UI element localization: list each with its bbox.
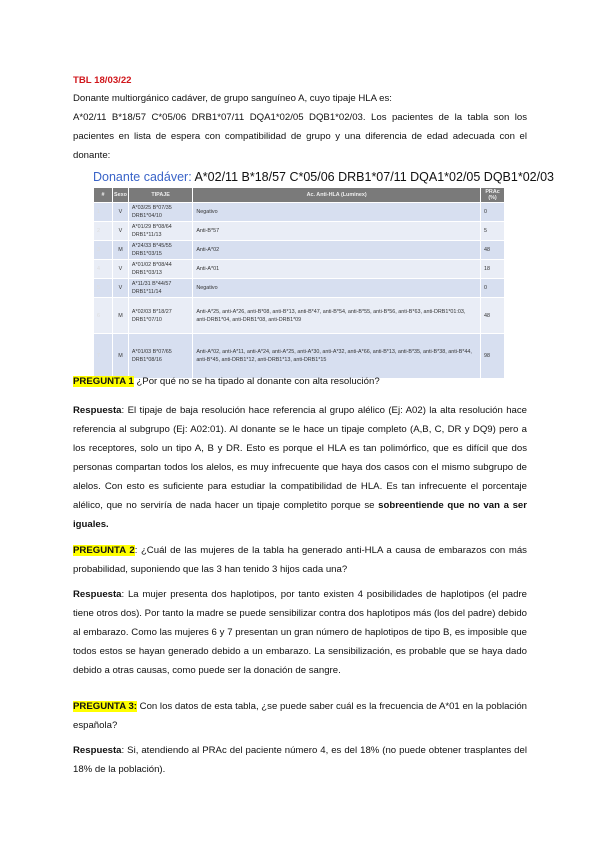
caption-value: A*02/11 B*18/57 C*05/06 DRB1*07/11 DQA1*02/05 DQB1*02/03 <box>191 170 554 184</box>
table-cell: A*03/25 B*07/35 DRB1*04/10 <box>128 203 192 222</box>
table-row <box>94 260 505 279</box>
answer-3 <box>73 741 527 779</box>
table-cell: Anti-A*25, anti-A*26, anti-B*08, anti-B*13, anti-B*47, anti-B*54, anti-B*55, anti-B*56, anti-B*63, anti-DRB1*01:03, anti-DRB1*04, anti-DRB1*08, anti-DRB1*09 <box>193 298 481 334</box>
table-row <box>94 203 505 222</box>
table-cell: V <box>113 260 129 279</box>
question-text: ¿Por qué no se ha tipado al donante con alta resolución? <box>133 376 380 387</box>
question-text: : ¿Cuál de las mujeres de la tabla ha generado anti-HLA a causa de embarazos con más probabilidad, suponiendo que las 3 han tenido 3 hijos cada una? <box>73 545 527 575</box>
question-label: PREGUNTA 1 <box>73 376 134 387</box>
column-header: Ac. Anti-HLA (Luminex) <box>193 188 481 203</box>
table-cell: 4 <box>94 260 113 279</box>
table-cell: A*01/02 B*08/44 DRB1*03/13 <box>128 260 192 279</box>
title-text: TBL 18/03/22 <box>73 75 132 86</box>
answer-1 <box>73 401 527 534</box>
column-header: PRAc (%) <box>481 188 505 203</box>
table-cell: M <box>113 334 129 379</box>
question-label: PREGUNTA 2 <box>73 545 135 556</box>
answer-label: Respuesta <box>73 405 122 416</box>
intro-line: Donante multiorgánico cadáver, de grupo sanguíneo A, cuyo tipaje HLA es: <box>73 93 392 104</box>
question-2 <box>73 541 527 579</box>
answer-2 <box>73 585 527 680</box>
column-header: TIPAJE <box>128 188 192 203</box>
table-cell: V <box>113 279 129 298</box>
table-row <box>94 241 505 260</box>
table-cell: A*02/03 B*18/27 DRB1*07/10 <box>128 298 192 334</box>
table-cell: 3 <box>94 241 113 260</box>
table-cell: Anti-A*01 <box>193 260 481 279</box>
table-cell: 5 <box>481 222 505 241</box>
table-cell: Negativo <box>193 279 481 298</box>
answer-label: Respuesta <box>73 589 122 600</box>
hla-table-figure <box>93 170 554 379</box>
question-text: Con los datos de esta tabla, ¿se puede saber cuál es la frecuencia de A*01 en la población española? <box>73 701 528 731</box>
question-1 <box>73 372 527 391</box>
table-cell: 2 <box>94 222 113 241</box>
table-row <box>94 298 505 334</box>
document-title <box>73 71 527 90</box>
table-cell: A*24/33 B*45/55 DRB1*03/15 <box>128 241 192 260</box>
table-cell: 98 <box>481 334 505 379</box>
table-cell: Anti-A*02, anti-A*11, anti-A*24, anti-A*25, anti-A*30, anti-A*32, anti-A*66, anti-B*13, anti-B*35, anti-B*38, anti-B*44, anti-B*45, anti-DRB1*12, anti-DRB1*13, anti-DRB1*15 <box>193 334 481 379</box>
table-cell: 18 <box>481 260 505 279</box>
intro-paragraph: A*02/11 B*18/57 C*05/06 DRB1*07/11 DQA1*02/05 DQB1*02/03. Los pacientes de la tabla son los pacientes en lista de espera con compatibilidad de grupo y una diferencia de edad adecuada con el donante: <box>73 112 527 161</box>
table-cell: M <box>113 241 129 260</box>
table-cell: A*01/29 B*08/64 DRB1*11/13 <box>128 222 192 241</box>
caption-label: Donante cadáver: <box>93 170 192 184</box>
table-cell: 0 <box>481 279 505 298</box>
table-cell: 0 <box>481 203 505 222</box>
answer-label: Respuesta <box>73 745 122 756</box>
table-row <box>94 222 505 241</box>
question-label: PREGUNTA 3: <box>73 701 137 712</box>
table-cell: V <box>113 222 129 241</box>
table-row <box>94 279 505 298</box>
table-cell: 6 <box>94 298 113 334</box>
table-header-row <box>94 188 505 203</box>
table-cell: 1 <box>94 203 113 222</box>
table-cell: 48 <box>481 241 505 260</box>
table-cell: 5 <box>94 279 113 298</box>
answer-text: : La mujer presenta dos haplotipos, por tanto existen 4 posibilidades de haplotipos (el padre tiene otros dos). Por tanto la madre se puede sensibilizar contra dos haplotipos más (los del padre) debido al embarazo. Como las mujeres 6 y 7 presentan un gran número de haplotipos de tipo B, es imposible que todos estos se hayan generado debido a un embarazo. La sensibilización, es probable que se haya dado debido a otras causas, como puede ser la donación de sangre. <box>73 589 527 676</box>
table-cell: Negativo <box>193 203 481 222</box>
table-cell: Anti-A*02 <box>193 241 481 260</box>
table-cell: V <box>113 203 129 222</box>
table-cell: 48 <box>481 298 505 334</box>
table-cell: A*11/31 B*44/57 DRB1*11/14 <box>128 279 192 298</box>
table-cell: A*01/03 B*07/65 DRB1*08/16 <box>128 334 192 379</box>
hla-table <box>93 187 505 379</box>
table-caption <box>93 170 554 184</box>
table-cell: 7 <box>94 334 113 379</box>
answer-text: : Si, atendiendo al PRAc del paciente número 4, es del 18% (no puede obtener trasplantes del 18% de la población). <box>73 745 527 775</box>
question-3 <box>73 697 527 735</box>
column-header: Sexo <box>113 188 129 203</box>
table-cell: Anti-B*57 <box>193 222 481 241</box>
table-cell: M <box>113 298 129 334</box>
answer-bold-text: sobreentiende que no van a ser iguales. <box>73 500 528 530</box>
answer-text: : El tipaje de baja resolución hace referencia al grupo alélico (Ej: A02) la alta resolución hace referencia al subgrupo (Ej: A02:01). Al donante se le hace un tipaje completo (A,B, C, DR y DQ9) pero a los receptores, solo un tipo A, B y DR. Esto es porque el HLA es tan polimórfico, que es difícil que dos personas compartan todos los alelos, es muy infrecuente que haya dos casos con el mismo subgrupo de alelos. Con esto es suficiente para estudiar la compatibilidad de HLA. Es tan infrecuente el porcentaje alélico, que no serviría de nada hacer un tipaje completito porque se <box>73 405 527 511</box>
column-header: # <box>94 188 113 203</box>
